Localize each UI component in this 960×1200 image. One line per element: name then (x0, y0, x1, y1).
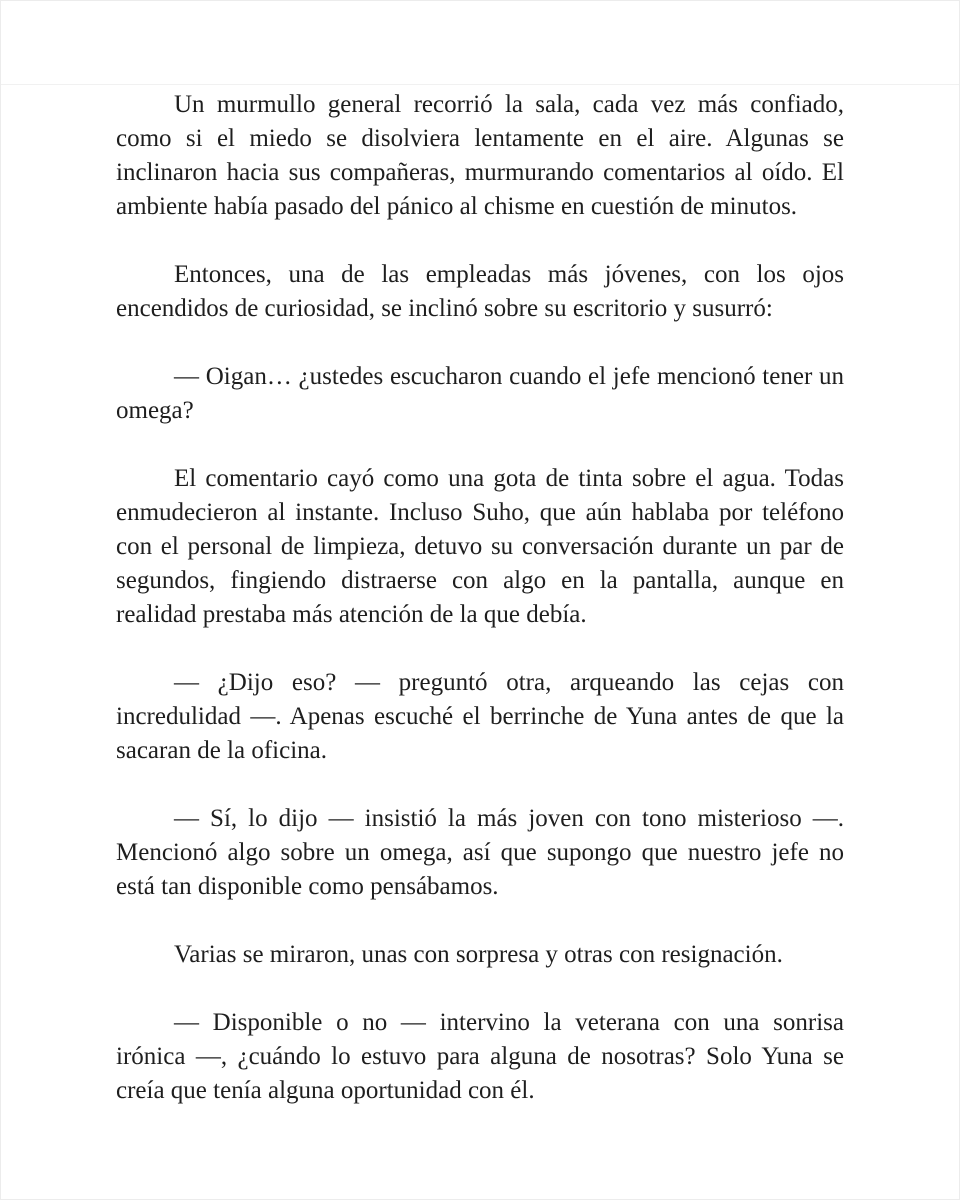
paragraph-3: — Oigan… ¿ustedes escucharon cuando el jefe mencionó tener un omega? (116, 363, 844, 424)
paragraph-2: Entonces, una de las empleadas más jóvenes, con los ojos encendidos de curiosidad, se inclinó sobre su escritorio y susurró: (116, 261, 844, 322)
paragraph-7: Varias se miraron, unas con sorpresa y otras con resignación. (174, 941, 783, 968)
paragraph-1: Un murmullo general recorrió la sala, cada vez más confiado, como si el miedo se disolviera lentamente en el aire. Algunas se inclinaron hacia sus compañeras, murmurando comentarios al oído. El ambiente había pasado del pánico al chisme en cuestión de minutos. (116, 91, 844, 220)
paragraph-4: El comentario cayó como una gota de tinta sobre el agua. Todas enmudecieron al instante. Incluso Suho, que aún hablaba por teléfono con el personal de limpieza, detuvo su conversación durante un par de segundos, fingiendo distraerse con algo en la pantalla, aunque en realidad prestaba más atención de la que debía. (116, 465, 844, 628)
top-blank-area (0, 0, 960, 85)
paragraph-6: — Sí, lo dijo — insistió la más joven con tono misterioso —. Mencionó algo sobre un omega, así que supongo que nuestro jefe no está tan disponible como pensábamos. (116, 805, 844, 900)
document-page (116, 88, 844, 1142)
paragraph-5: — ¿Dijo eso? — preguntó otra, arqueando las cejas con incredulidad —. Apenas escuché el berrinche de Yuna antes de que la sacaran de la oficina. (116, 669, 844, 764)
paragraph-8: — Disponible o no — intervino la veterana con una sonrisa irónica —, ¿cuándo lo estuvo para alguna de nosotras? Solo Yuna se creía que tenía alguna oportunidad con él. (116, 1009, 844, 1104)
